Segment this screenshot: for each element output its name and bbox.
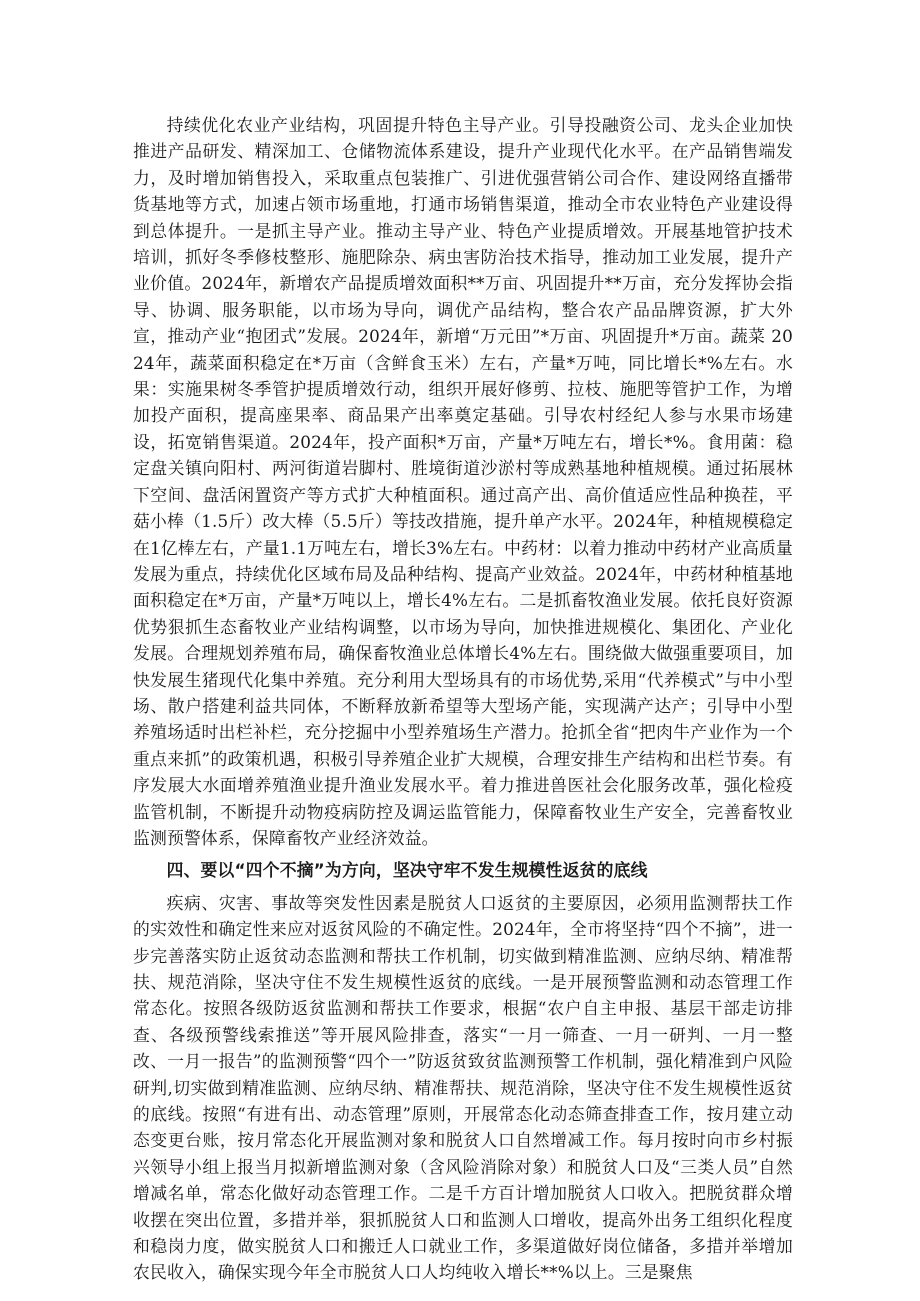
paragraph-agriculture-structure: 持续优化农业产业结构，巩固提升特色主导产业。引导投融资公司、龙头企业加快推进产品研发、精深加工、仓储物流体系建设，提升产业现代化水平。在产品销售端发力，及时增加销售投入，采取重点包装推广、引进优强营销公司合作、建设网络直播带货基地等方式，加速占领市场重地，打通市场销售渠道，推动全市农业特色产业建设得到总体提升。一是抓主导产业。推动主导产业、特色产业提质增效。开展基地管护技术培训，抓好冬季修枝整形、施肥除杂、病虫害防治技术指导，推动加工业发展，提升产业价值。2024年，新增农产品提质增效面积**万亩、巩固提升**万亩，充分发挥协会指导、协调、服务职能，以市场为导向，调优产品结构，整合农产品品牌资源，扩大外宣，推动产业“抱团式”发展。2024年，新增“万元田”*万亩、巩固提升*万亩。蔬菜 2024年，蔬菜面积稳定在*万亩（含鲜食玉米）左右，产量*万吨，同比增长*%左右。水果：实施果树冬季管护提质增效行动，组织开展好修剪、拉枝、施肥等管护工作，为增加投产面积，提高座果率、商品果产出率奠定基础。引导农村经纪人参与水果市场建设，拓宽销售渠道。2024年，投产面积*万亩，产量*万吨左右，增长*%。食用菌：稳定盘关镇向阳村、两河街道岩脚村、胜境街道沙淤村等成熟基地种植规模。通过拓展林下空间、盘活闲置资产等方式扩大种植面积。通过高产出、高价值适应性品种换茬，平菇小棒（1.5斤）改大棒（5.5斤）等技改措施，提升单产水平。2024年，种植规模稳定在1亿棒左右，产量1.1万吨左右，增长3%左右。中药材：以着力推动中药材产业高质量发展为重点，持续优化区域布局及品种结构、提高产业效益。2024年，中药材种植基地面积稳定在*万亩，产量*万吨以上，增长4%左右。二是抓畜牧渔业发展。依托良好资源优势狠抓生态畜牧业产业结构调整，以市场为导向，加快推进规模化、集团化、产业化发展。合理规划养殖布局，确保畜牧渔业总体增长4%左右。围绕做大做强重要项目，加快发展生猪现代化集中养殖。充分利用大型场具有的市场优势,采用“代养模式”与中小型场、散户搭建利益共同体，不断释放新希望等大型场产能，实现满产达产；引导中小型养殖场适时出栏补栏，充分挖掘中小型养殖场生产潜力。抢抓全省“把肉牛产业作为一个重点来抓”的政策机遇，积极引导养殖企业扩大规模，合理安排生产结构和出栏节奏。有序发展大水面增养殖渔业提升渔业发展水平。着力推进兽医社会化服务改革，强化检疫监管机制，不断提升动物疫病防控及调运监管能力，保障畜牧业生产安全，完善畜牧业监测预警体系，保障畜牧产业经济效益。	[133, 115, 793, 848]
paragraph-poverty-monitoring: 疾病、灾害、事故等突发性因素是脱贫人口返贫的主要原因，必须用监测帮扶工作的实效性和确定性来应对返贫风险的不确定性。2024年，全市将坚持“四个不摘”，进一步完善落实防止返贫动态监测和帮扶工作机制，切实做到精准监测、应纳尽纳、精准帮扶、规范消除，坚决守住不发生规模性返贫的底线。一是开展预警监测和动态管理工作常态化。按照各级防返贫监测和帮扶工作要求，根据“农户自主申报、基层干部走访排查、各级预警线索推送”等开展风险排查，落实“一月一筛查、一月一研判、一月一整改、一月一报告”的监测预警“四个一”防返贫致贫监测预警工作机制，强化精准到户风险研判,切实做到精准监测、应纳尽纳、精准帮扶、规范消除，坚决守住不发生规模性返贫的底线。按照“有进有出、动态管理”原则，开展常态化动态筛查排查工作，按月建立动态变更台账，按月常态化开展监测对象和脱贫人口自然增减工作。每月按时向市乡村振兴领导小组上报当月拟新增监测对象（含风险消除对象）和脱贫人口及“三类人员”自然增减名单，常态化做好动态管理工作。二是千方百计增加脱贫人口收入。把脱贫群众增收摆在突出位置，多措并举，狠抓脱贫人口和监测人口增收，提高外出务工组织化程度和稳岗力度，做实脱贫人口和搬迁人口就业工作，多渠道做好岗位储备，多措并举增加农民收入，确保实现今年全市脱贫人口人均纯收入增长**%以上。三是聚焦	[133, 892, 793, 1283]
document-page	[133, 112, 793, 1286]
section-heading-four: 四、要以“四个不摘”为方向，坚决守牢不发生规模性返贫的底线	[166, 860, 648, 881]
